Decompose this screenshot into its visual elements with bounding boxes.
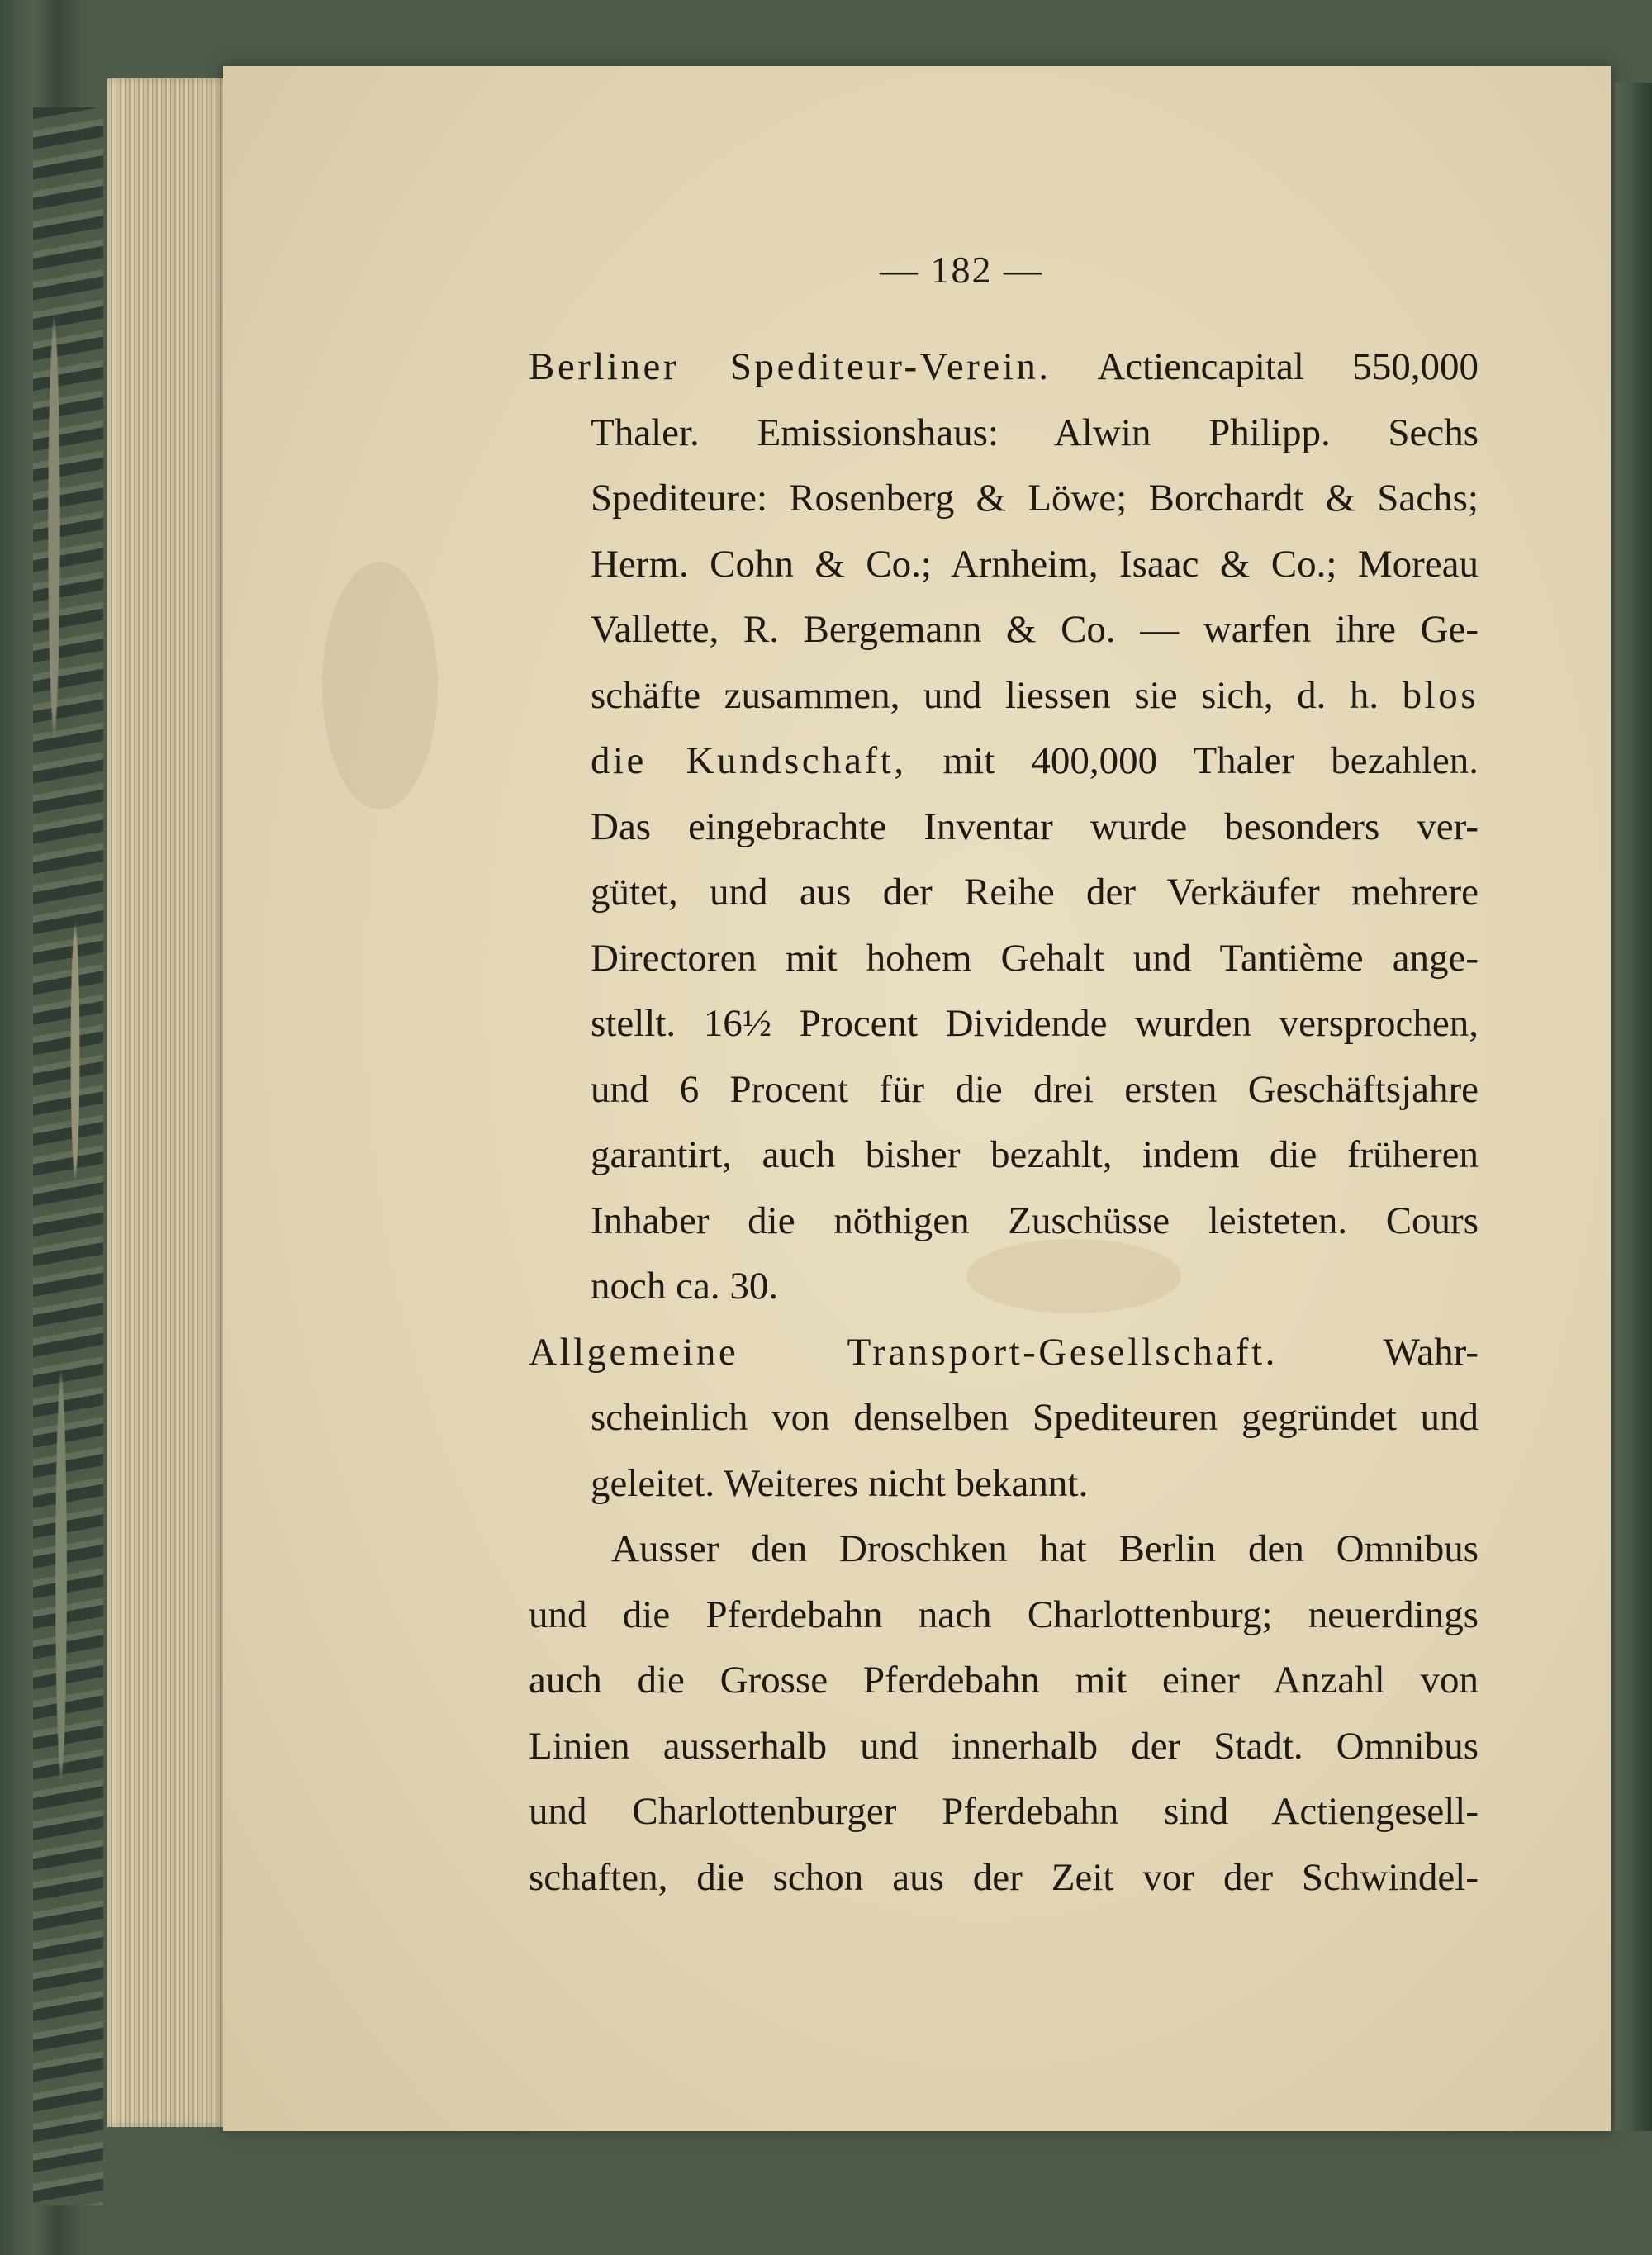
text-fragment: Actiencapital 550,000 — [1097, 345, 1479, 388]
text-line: stellt. 16½ Procent Dividende wurden versprochen, — [591, 1002, 1479, 1045]
entry-berliner-spediteur-verein — [529, 335, 1479, 1320]
text-line: Spediteure: Rosenberg & Löwe; Borchardt & Sachs; — [591, 477, 1479, 520]
text-line: und 6 Procent für die drei ersten Geschäftsjahre — [591, 1067, 1479, 1111]
entry-allgemeine-transport-gesellschaft — [529, 1320, 1479, 1517]
text-line: Linien ausserhalb und innerhalb der Stadt. Omnibus — [529, 1724, 1479, 1768]
text-fragment: Wahr- — [1383, 1330, 1479, 1374]
text-line: und Charlottenburger Pferdebahn sind Actiengesell- — [529, 1790, 1479, 1833]
entry-heading: Allgemeine Transport-Gesellschaft. — [529, 1330, 1278, 1374]
text-line: Das eingebrachte Inventar wurde besonders ver- — [591, 805, 1479, 848]
page-number: — 182 — — [880, 249, 1043, 291]
text-fragment: mit 400,000 Thaler bezahlen. — [942, 739, 1479, 782]
text-line: und die Pferdebahn nach Charlottenburg; neuerdings — [529, 1593, 1479, 1636]
text-fragment: schäfte zusammen, und liessen sie sich, d. h. — [591, 673, 1379, 717]
text-line — [529, 729, 1479, 795]
text-line: Thaler. Emissionshaus: Alwin Philipp. Sechs — [591, 411, 1479, 454]
right-cover-edge — [1615, 83, 1652, 2131]
text-line: schaften, die schon aus der Zeit vor der Schwindel- — [529, 1855, 1479, 1899]
text-line — [529, 1320, 1479, 1386]
marbled-cover — [33, 107, 103, 2205]
text-line: scheinlich von denselben Spediteuren gegründet und — [591, 1396, 1479, 1439]
text-line: Inhaber die nöthigen Zuschüsse leisteten. Cours — [591, 1199, 1479, 1242]
text-block — [529, 335, 1479, 1911]
text-line: gütet, und aus der Reihe der Verkäufer mehrere — [591, 871, 1479, 914]
emphasis-text: blos — [1402, 673, 1479, 717]
entry-heading: Berliner Spediteur-Verein. — [529, 345, 1051, 388]
text-line: Directoren mit hohem Gehalt und Tantième ange- — [591, 936, 1479, 980]
body-paragraph — [529, 1517, 1479, 1911]
text-line: noch ca. 30. — [591, 1265, 779, 1308]
text-line: garantirt, auch bisher bezahlt, indem die früheren — [591, 1133, 1479, 1176]
text-line: Ausser den Droschken hat Berlin den Omnibus — [611, 1527, 1479, 1570]
text-line: geleitet. Weiteres nicht bekannt. — [591, 1461, 1089, 1505]
text-line: auch die Grosse Pferdebahn mit einer Anzahl von — [529, 1659, 1479, 1702]
emphasis-text: die Kundschaft, — [591, 739, 907, 782]
text-line: Vallette, R. Bergemann & Co. — warfen ihre Ge- — [591, 608, 1479, 651]
text-line — [529, 335, 1479, 401]
text-line — [529, 663, 1479, 729]
text-line: Herm. Cohn & Co.; Arnheim, Isaac & Co.; Moreau — [591, 542, 1479, 586]
